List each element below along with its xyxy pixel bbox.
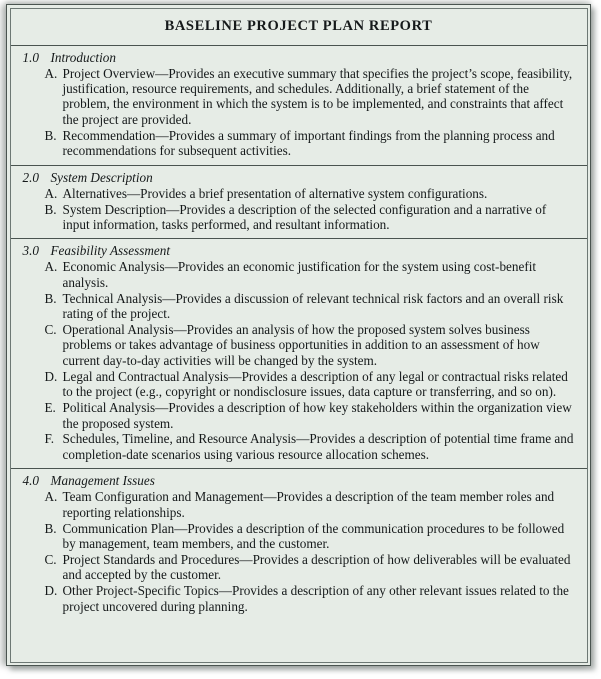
section-number: 4.0 [22, 473, 39, 489]
list-item [19, 66, 579, 128]
section-number: 1.0 [22, 49, 39, 65]
report-section [11, 469, 587, 620]
report-section [11, 166, 587, 240]
section-title: System Description [50, 169, 153, 185]
list-item-text: System Description—Provides a description of the selected configuration and a narrative of input information, tasks performed, and resultant information. [62, 201, 547, 232]
section-number: 3.0 [22, 243, 39, 259]
list-item-text: Political Analysis—Provides a description of how key stakeholders within the organization view the proposed system. [62, 400, 572, 431]
list-item-text: Alternatives—Provides a brief presentation of alternative system configurations. [62, 185, 488, 201]
list-item [19, 552, 579, 583]
list-item-letter: F. [44, 431, 55, 447]
list-item-letter: B. [44, 127, 57, 143]
page-title: BASELINE PROJECT PLAN REPORT [164, 18, 433, 34]
list-item-letter: D. [44, 583, 58, 599]
list-item-letter: D. [44, 368, 58, 384]
list-item [19, 202, 579, 233]
section-item-list [19, 259, 579, 462]
list-item-text: Other Project-Specific Topics—Provides a description of any other relevant issues related to the project uncovered during planning. [62, 583, 569, 614]
list-item-letter: C. [44, 322, 57, 338]
report-section [11, 46, 587, 166]
section-title: Feasibility Assessment [50, 243, 171, 259]
list-item [19, 186, 579, 201]
section-title: Introduction [50, 49, 116, 65]
list-item-text: Recommendation—Provides a summary of important findings from the planning process and recommendations for subsequent activities. [62, 127, 555, 159]
list-item-text: Legal and Contractual Analysis—Provides a description of any legal or contractual risks related to the project (e.g., copyright or nondisclosure issues, data capture or transferring, and so on). [62, 368, 568, 400]
section-heading [19, 50, 579, 66]
list-item-text: Economic Analysis—Provides an economic justification for the system using cost-benefit analysis. [62, 259, 537, 290]
list-item-text: Project Standards and Procedures—Provides a description of how deliverables will be evaluated and accepted by the customer. [62, 551, 571, 583]
list-item-text: Team Configuration and Management—Provides a description of the team member roles and reporting relationships. [62, 489, 555, 520]
list-item-text: Schedules, Timeline, and Resource Analysis—Provides a description of potential time frame and completion-date scenarios using various resource allocation schemes. [62, 431, 574, 462]
list-item [19, 431, 579, 462]
section-item-list [19, 66, 579, 159]
list-item [19, 369, 579, 400]
section-heading [19, 170, 579, 186]
list-item-text: Communication Plan—Provides a description of the communication procedures to be followed by management, team members, and the customer. [62, 520, 565, 552]
list-item-letter: E. [44, 400, 56, 416]
list-item [19, 489, 579, 520]
report-section [11, 239, 587, 469]
list-item-text: Project Overview—Provides an executive summary that specifies the project’s scope, feasibility, justification, resource requirements, and schedules. Additionally, a brief statement of the problem, the environment in which the system is to be implemented, and constraints that affect the project are provided. [62, 65, 573, 127]
list-item-letter: A. [44, 65, 58, 81]
report-frame [6, 4, 591, 666]
list-item-letter: A. [44, 185, 58, 201]
list-item [19, 400, 579, 431]
list-item-text: Operational Analysis—Provides an analysis of how the proposed system solves business problems or takes advantage of business opportunities in addition to an assessment of how current day-to-day activities will be changed by the system. [62, 322, 540, 368]
list-item-letter: B. [44, 290, 57, 306]
list-item-letter: B. [44, 520, 57, 536]
section-heading [19, 243, 579, 259]
list-item [19, 521, 579, 552]
report-frame-inner [10, 8, 588, 663]
list-item-letter: C. [44, 551, 57, 567]
section-title: Management Issues [50, 473, 155, 489]
section-item-list [19, 186, 579, 233]
list-item [19, 583, 579, 614]
section-item-list [19, 489, 579, 614]
list-item [19, 259, 579, 290]
list-item-letter: B. [44, 201, 57, 217]
report-sections [11, 46, 587, 621]
report-title-band [11, 9, 587, 46]
section-number: 2.0 [22, 169, 39, 185]
list-item-letter: A. [44, 489, 58, 505]
list-item-letter: A. [44, 259, 58, 275]
list-item [19, 291, 579, 322]
section-heading [19, 473, 579, 489]
list-item [19, 322, 579, 368]
list-item-text: Technical Analysis—Provides a discussion of relevant technical risk factors and an overall risk rating of the project. [62, 290, 564, 322]
list-item [19, 128, 579, 159]
